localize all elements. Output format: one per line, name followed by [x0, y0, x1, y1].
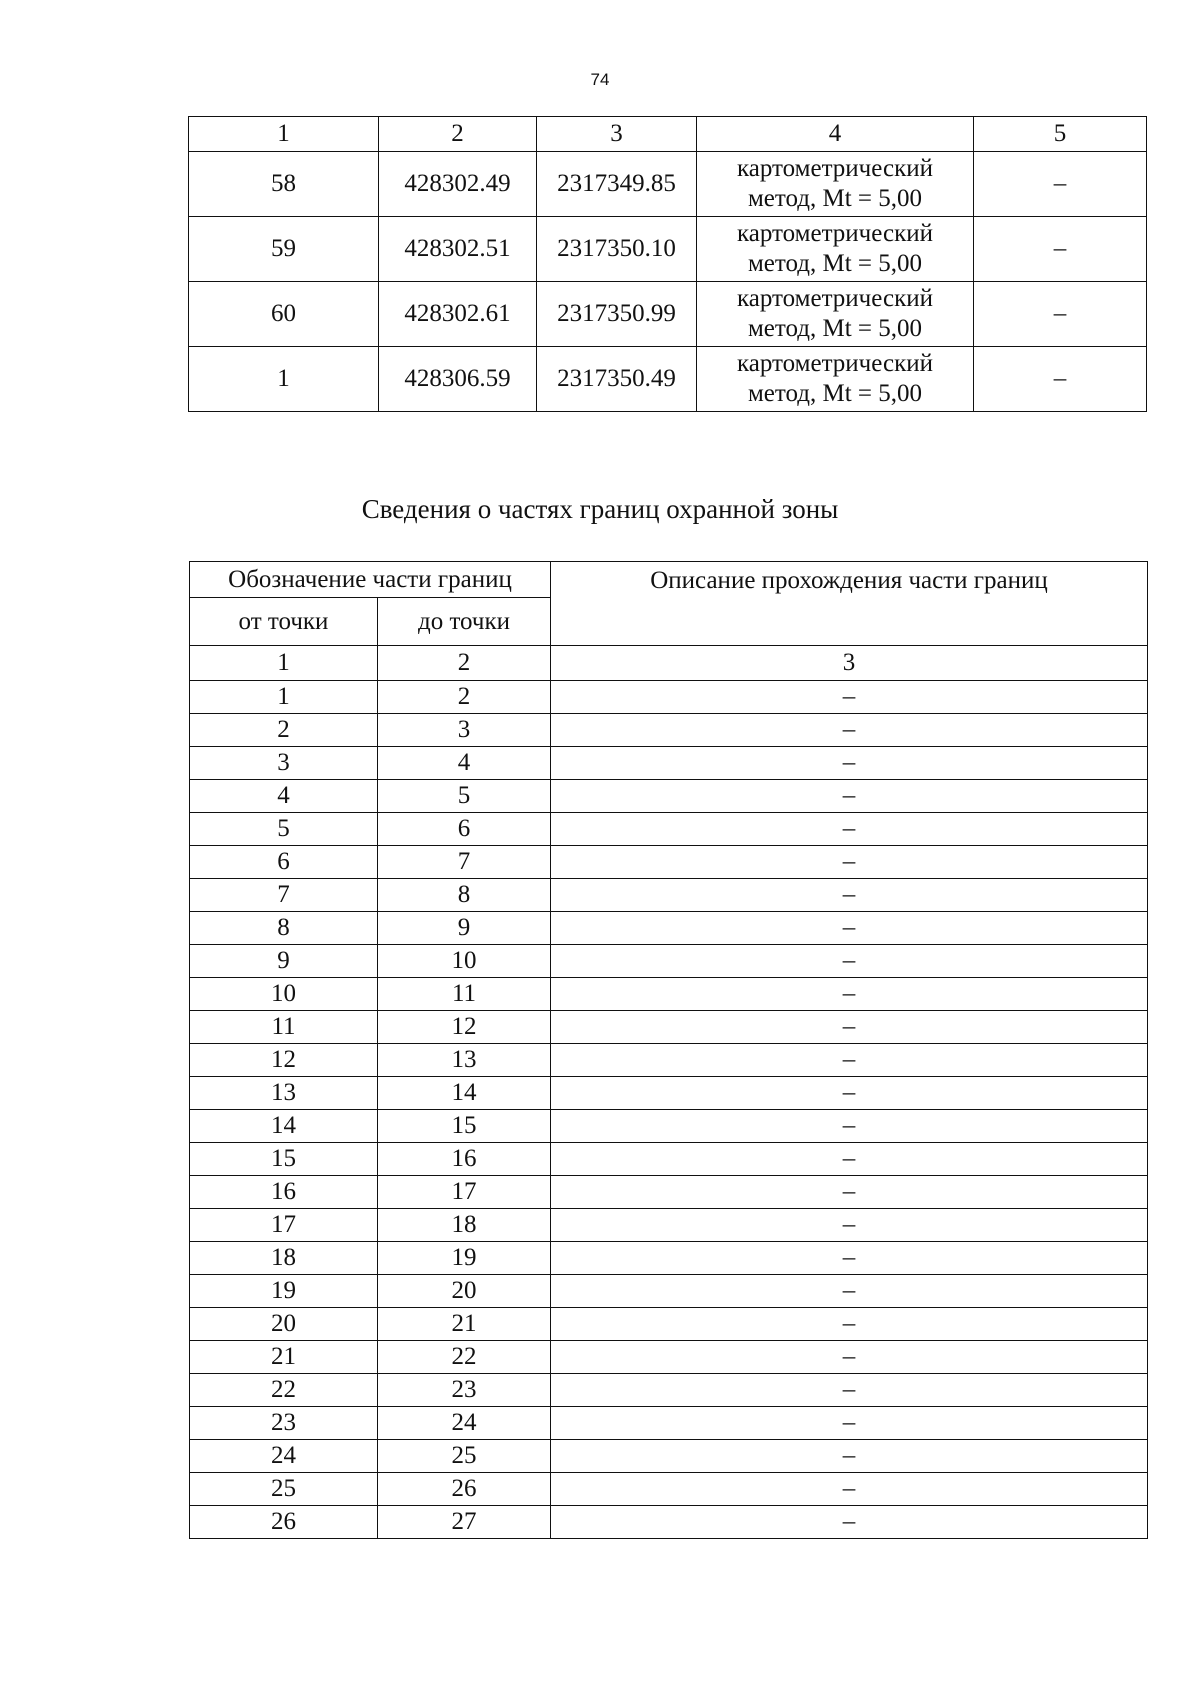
from-point: 24 [190, 1440, 378, 1473]
to-point: 6 [378, 813, 551, 846]
from-point: 14 [190, 1110, 378, 1143]
x-coordinate: 428302.51 [379, 217, 537, 282]
description: – [551, 1110, 1148, 1143]
table-row [190, 813, 1148, 846]
from-point: 26 [190, 1506, 378, 1539]
table-row [190, 1374, 1148, 1407]
y-coordinate: 2317350.10 [537, 217, 697, 282]
description: – [551, 714, 1148, 747]
note-cell: – [974, 347, 1147, 412]
table-row [189, 217, 1147, 282]
from-point: 25 [190, 1473, 378, 1506]
description: – [551, 1275, 1148, 1308]
point-number: 1 [189, 347, 379, 412]
point-number: 60 [189, 282, 379, 347]
table-row [189, 282, 1147, 347]
x-coordinate: 428302.61 [379, 282, 537, 347]
table-row [190, 1506, 1148, 1539]
y-coordinate: 2317349.85 [537, 152, 697, 217]
header-group-designation: Обозначение части границ [190, 562, 551, 598]
to-point: 13 [378, 1044, 551, 1077]
to-point: 10 [378, 945, 551, 978]
header-description: Описание прохождения части границ [551, 562, 1148, 646]
to-point: 11 [378, 978, 551, 1011]
header-to-point: до точки [378, 598, 551, 646]
from-point: 2 [190, 714, 378, 747]
header-from-point: от точки [190, 598, 378, 646]
to-point: 3 [378, 714, 551, 747]
method-cell [697, 217, 974, 282]
note-cell: – [974, 152, 1147, 217]
method-line-1: картометрический [737, 220, 933, 247]
description: – [551, 1011, 1148, 1044]
from-point: 7 [190, 879, 378, 912]
table-row [190, 747, 1148, 780]
table-row [190, 1407, 1148, 1440]
column-number: 1 [190, 646, 378, 681]
to-point: 9 [378, 912, 551, 945]
from-point: 12 [190, 1044, 378, 1077]
to-point: 23 [378, 1374, 551, 1407]
description: – [551, 1473, 1148, 1506]
column-number: 2 [378, 646, 551, 681]
method-line-1: картометрический [737, 155, 933, 182]
from-point: 6 [190, 846, 378, 879]
table-row [190, 1044, 1148, 1077]
table-row [190, 879, 1148, 912]
table-row [190, 1341, 1148, 1374]
method-cell [697, 152, 974, 217]
from-point: 16 [190, 1176, 378, 1209]
y-coordinate: 2317350.99 [537, 282, 697, 347]
table-row [189, 347, 1147, 412]
to-point: 27 [378, 1506, 551, 1539]
column-number-row [189, 117, 1147, 152]
table-row [190, 1110, 1148, 1143]
description: – [551, 1341, 1148, 1374]
column-number: 1 [189, 117, 379, 152]
from-point: 20 [190, 1308, 378, 1341]
column-number: 2 [379, 117, 537, 152]
description: – [551, 813, 1148, 846]
table-row [190, 945, 1148, 978]
note-cell: – [974, 217, 1147, 282]
to-point: 22 [378, 1341, 551, 1374]
to-point: 26 [378, 1473, 551, 1506]
from-point: 9 [190, 945, 378, 978]
to-point: 19 [378, 1242, 551, 1275]
to-point: 21 [378, 1308, 551, 1341]
from-point: 3 [190, 747, 378, 780]
note-cell: – [974, 282, 1147, 347]
from-point: 19 [190, 1275, 378, 1308]
from-point: 5 [190, 813, 378, 846]
to-point: 18 [378, 1209, 551, 1242]
description: – [551, 1044, 1148, 1077]
method-line-2: метод, Mt = 5,00 [747, 315, 923, 342]
method-cell [697, 282, 974, 347]
to-point: 20 [378, 1275, 551, 1308]
from-point: 8 [190, 912, 378, 945]
table-row [190, 1209, 1148, 1242]
description: – [551, 1176, 1148, 1209]
from-point: 18 [190, 1242, 378, 1275]
x-coordinate: 428306.59 [379, 347, 537, 412]
method-line-2: метод, Mt = 5,00 [747, 185, 923, 212]
to-point: 2 [378, 681, 551, 714]
from-point: 4 [190, 780, 378, 813]
description: – [551, 1308, 1148, 1341]
description: – [551, 681, 1148, 714]
to-point: 25 [378, 1440, 551, 1473]
to-point: 8 [378, 879, 551, 912]
table-row [190, 1077, 1148, 1110]
description: – [551, 1374, 1148, 1407]
x-coordinate: 428302.49 [379, 152, 537, 217]
point-number: 59 [189, 217, 379, 282]
from-point: 17 [190, 1209, 378, 1242]
to-point: 7 [378, 846, 551, 879]
point-number: 58 [189, 152, 379, 217]
to-point: 5 [378, 780, 551, 813]
to-point: 24 [378, 1407, 551, 1440]
page-number: 74 [590, 70, 610, 89]
table-row [190, 681, 1148, 714]
boundary-parts-table [189, 561, 1148, 1539]
coordinates-table [188, 116, 1147, 412]
to-point: 15 [378, 1110, 551, 1143]
description: – [551, 1143, 1148, 1176]
table-row [190, 1176, 1148, 1209]
description: – [551, 978, 1148, 1011]
description: – [551, 879, 1148, 912]
method-line-2: метод, Mt = 5,00 [747, 250, 923, 277]
method-line-1: картометрический [737, 285, 933, 312]
table-row [190, 1440, 1148, 1473]
to-point: 4 [378, 747, 551, 780]
table-row [190, 978, 1148, 1011]
table-row [190, 1275, 1148, 1308]
to-point: 17 [378, 1176, 551, 1209]
from-point: 10 [190, 978, 378, 1011]
from-point: 1 [190, 681, 378, 714]
method-line-2: метод, Mt = 5,00 [747, 380, 923, 407]
table-row [190, 1143, 1148, 1176]
from-point: 23 [190, 1407, 378, 1440]
description: – [551, 846, 1148, 879]
description: – [551, 780, 1148, 813]
table-row [190, 780, 1148, 813]
method-line-1: картометрический [737, 350, 933, 377]
from-point: 11 [190, 1011, 378, 1044]
description: – [551, 1242, 1148, 1275]
column-number: 3 [551, 646, 1148, 681]
table-row [190, 1308, 1148, 1341]
from-point: 22 [190, 1374, 378, 1407]
table-row [190, 1473, 1148, 1506]
description: – [551, 1077, 1148, 1110]
to-point: 16 [378, 1143, 551, 1176]
to-point: 14 [378, 1077, 551, 1110]
header-row [190, 562, 1148, 598]
description: – [551, 1506, 1148, 1539]
description: – [551, 912, 1148, 945]
y-coordinate: 2317350.49 [537, 347, 697, 412]
column-number-row [190, 646, 1148, 681]
method-cell [697, 347, 974, 412]
column-number: 3 [537, 117, 697, 152]
to-point: 12 [378, 1011, 551, 1044]
table-row [190, 714, 1148, 747]
from-point: 15 [190, 1143, 378, 1176]
description: – [551, 1209, 1148, 1242]
from-point: 13 [190, 1077, 378, 1110]
description: – [551, 1407, 1148, 1440]
description: – [551, 747, 1148, 780]
from-point: 21 [190, 1341, 378, 1374]
table-row [190, 846, 1148, 879]
description: – [551, 1440, 1148, 1473]
column-number: 4 [697, 117, 974, 152]
table-row [190, 912, 1148, 945]
column-number: 5 [974, 117, 1147, 152]
table-row [190, 1011, 1148, 1044]
table-row [190, 1242, 1148, 1275]
description: – [551, 945, 1148, 978]
section-title: Сведения о частях границ охранной зоны [361, 494, 839, 524]
table-row [189, 152, 1147, 217]
